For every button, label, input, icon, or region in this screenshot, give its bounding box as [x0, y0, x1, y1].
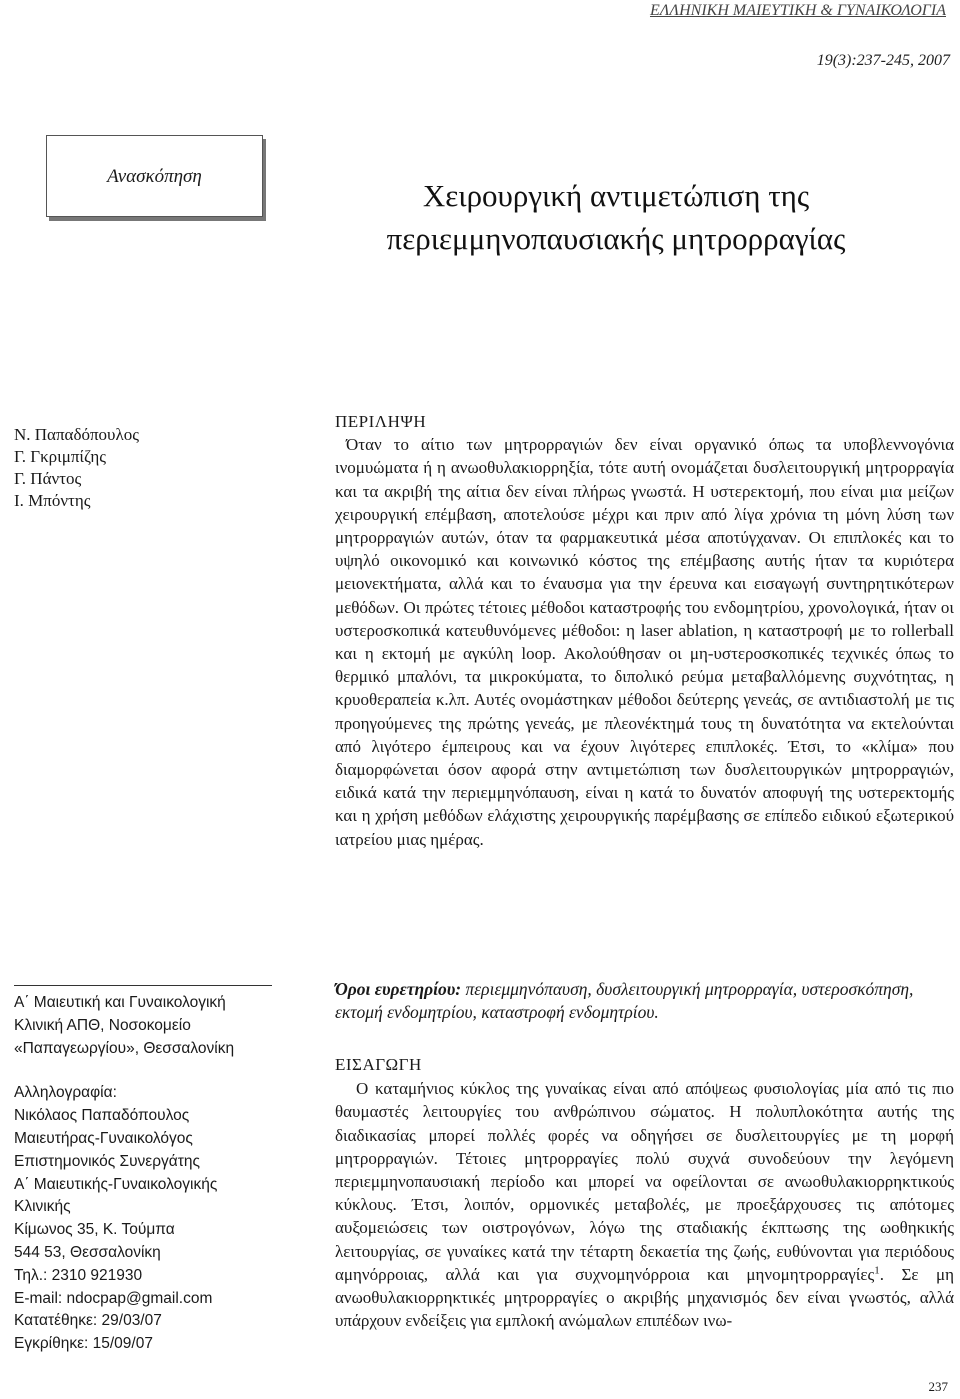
- correspondence-line: Μαιευτήρας-Γυναικολόγος: [14, 1129, 193, 1147]
- accepted-date: Εγκρίθηκε: 15/09/07: [14, 1335, 153, 1353]
- author-list: [14, 424, 139, 512]
- correspondence-label: Αλληλογραφία:: [14, 1084, 117, 1102]
- affiliation-block: [14, 985, 314, 1356]
- correspondence-line: Νικόλαος Παπαδόπουλος: [14, 1107, 190, 1125]
- intro-paragraph: [335, 1077, 954, 1332]
- abstract-text: Όταν το αίτιο των μητρορραγιών δεν είναι οργανικό όπως τα υποβλεννογόνια ινομυώματα ή η ανωοθυλακιορρηξία, τότε αυτή ονομάζεται δυσλειτουργική μητρορραγία και τα ακριβή της αίτια δεν είναι πλήρως γνωστά. Η υστερεκτομή, που είναι μια μείζων χειρουργική επέμβαση, αποτελούσε μέχρι και πριν από λίγα χρόνια τη μόνη λύση των μητρορραγιών αυτών, όταν τα φαρμακευτικά μέσα αποτύγχαναν. Οι επιπλοκές και το υψηλό οικονομικό και κοινωνικό κόστος της επέμβασης αυτής ήταν τα κυριότερα μειονεκτήματα, αλλά και το έναυσμα για την έρευνα και εισαγωγή συντηρητικότερων μεθόδων. Οι πρώτες τέτοιες μέθοδοι καταστροφής του ενδομητρίου, χρονολογικά, ήταν οι υστεροσκοπικά κατευθυνόμενες μέθοδοι: η laser ablation, η καταστροφή με το rollerball και η εκτομή με αγκύλη loop. Ακολούθησαν οι μη-υστεροσκοπικές τεχνικές όπως το θερμικό μπαλόνι, τα μικροκύματα, το διπολικό ρεύμα μεταβαλλόμενης συχνότητας, η κρυοθεραπεία κ.λπ. Αυτές ονομάστηκαν μέθοδοι δεύτερης γενεάς, σε αντιδιαστολή με τις προηγούμενες της πρώτης γενεάς, με πλεονέκτημά τους τη δυνατότητα να εκτελούνται από λιγότερο έμπειρους και να έχουν λιγότερες επιπλοκές. Έτσι, το «κλίμα» που διαμορφώνεται όσον αφορά στην αντιμετώπιση των δυσλειτουργικών μητρορραγιών, ειδικά κατά την περιεμμηνόπαυση, είναι η κατά το δυνατόν αποφυγή της υστερεκτομής και η χρήση μεθόδων ελάχιστης χειρουργικής παρέμβασης σε επίπεδο ειδικού εξωτερικού ιατρείου μιας ημέρας.: [335, 435, 954, 849]
- intro-heading: ΕΙΣΑΓΩΓΗ: [335, 1055, 422, 1074]
- email-link[interactable]: E-mail: ndocpap@gmail.com: [14, 1289, 213, 1307]
- abstract-heading: ΠΕΡΙΛΗΨΗ: [335, 412, 427, 431]
- keywords-label: Όροι ευρετηρίου:: [335, 979, 462, 999]
- affiliation-divider: [14, 985, 272, 986]
- author: Γ. Γκριμπίζης: [14, 447, 107, 466]
- introduction-section: [335, 1053, 954, 1332]
- intro-text-continued: . Σε μη ανωοθυλακιορρηκτικές μητρορραγίες ο ακριβής μηχανισμός δεν είναι γνωστός, αλλά υπάρχουν ενδείξεις για εμπλοκή ανώμαλων επιπέδων ινω-: [335, 1264, 955, 1331]
- correspondence-line: Επιστημονικός Συνεργάτης: [14, 1152, 200, 1170]
- correspondence-line: Κίμωνος 35, Κ. Τούμπα: [14, 1221, 175, 1239]
- phone: Τηλ.: 2310 921930: [14, 1266, 143, 1284]
- title-line-1: Χειρουργική αντιμετώπιση της: [422, 178, 810, 213]
- section-label: Ανασκόπηση: [107, 166, 202, 187]
- page-number: 237: [928, 1379, 948, 1394]
- keywords-section: [335, 978, 954, 1024]
- abstract-section: [335, 410, 954, 851]
- author: Γ. Πάντος: [14, 469, 82, 488]
- title-line-2: περιεμμηνοπαυσιακής μητρορραγίας: [386, 221, 846, 256]
- intro-text: Ο καταμήνιος κύκλος της γυναίκας είναι από απόψεως φυσιολογίας μία από τις πιο θαυμαστές λειτουργίες του ανθρώπινου σώματος. Η πολυπλοκότητα αυτής της διαδικασίας μπορεί πολλές φορές να οδηγήσει σε δυσλειτουργίες με τη μορφή μητρορραγιών. Τέτοιες μητρορραγίες πολύ συχνά συνοδεύουν την λεγόμενη περιεμμηνοπαυσιακή περίοδο και μπορεί να οφείλονται σε ανωοθυλακιορρηκτικούς κύκλους. Έτσι, λοιπόν, ορμονικές μεταβολές, με προεξάρχουσες τις απότομες αυξομειώσεις των οιστρογόνων, λόγω της σταδιακής έκπτωσης της ωοθηκικής λειτουργίας, σε γυναίκες κατά την τέταρτη δεκαετία της ζωής, ευθύνονται για περιόδους αμηνόρροιας, αλλά και για συχνομηνόρροια και μηνομητρορραγίες: [335, 1079, 954, 1284]
- correspondence-line: Α΄ Μαιευτικής-Γυναικολογικής: [14, 1175, 218, 1193]
- correspondence-line: 544 53, Θεσσαλονίκη: [14, 1243, 161, 1261]
- keywords-text: περιεμμηνόπαυση, δυσλειτουργική μητρορραγία, υστεροσκόπηση, εκτομή ενδομητρίου, καταστροφή ενδομητρίου.: [335, 979, 914, 1022]
- author: Ι. Μπόντης: [14, 491, 91, 510]
- section-label-box: [46, 135, 263, 217]
- author: Ν. Παπαδόπουλος: [14, 425, 139, 444]
- affiliation-line: Α΄ Μαιευτική και Γυναικολογική: [14, 994, 226, 1011]
- reference-marker[interactable]: 1: [874, 1264, 880, 1277]
- correspondence-line: Κλινικής: [14, 1198, 71, 1216]
- affiliation-line: Κλινική ΑΠΘ, Νοσοκομείο: [14, 1016, 191, 1034]
- article-title: [336, 174, 896, 260]
- affiliation-line: «Παπαγεωργίου», Θεσσαλονίκη: [14, 1039, 235, 1057]
- journal-name: ΕΛΛΗΝΙΚΗ ΜΑΙΕΥΤΙΚΗ & ΓΥΝΑΙΚΟΛΟΓΙΑ: [649, 2, 946, 19]
- submitted-date: Κατατέθηκε: 29/03/07: [14, 1312, 162, 1330]
- volume-citation: 19(3):237-245, 2007: [816, 52, 950, 69]
